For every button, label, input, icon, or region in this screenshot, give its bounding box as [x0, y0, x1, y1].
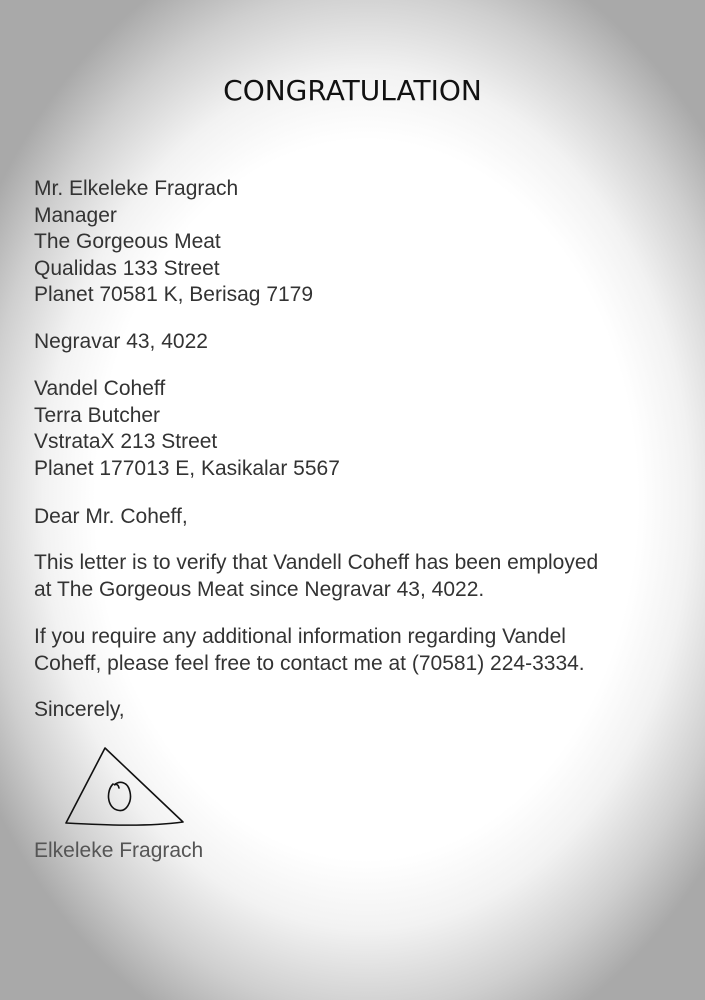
recipient-city: Planet 177013 E, Kasikalar 5567: [34, 456, 340, 480]
paragraph-line: This letter is to verify that Vandell Coheff has been employed: [34, 551, 599, 574]
paragraph-line: Coheff, please feel free to contact me at (70581) 224-3334.: [34, 651, 585, 675]
recipient-name: Vandel Coheff: [34, 377, 166, 400]
closing-text: Sincerely,: [34, 698, 125, 721]
date-text: Negravar 43, 4022: [34, 330, 208, 353]
signer-name-block: [34, 838, 203, 865]
salutation-text: Dear Mr. Coheff,: [34, 505, 188, 528]
recipient-address-block: [34, 376, 340, 482]
sender-position: Manager: [34, 203, 117, 227]
salutation: [34, 504, 188, 531]
sender-street: Qualidas 133 Street: [34, 256, 220, 280]
body-paragraph-1: [34, 550, 598, 603]
closing: [34, 697, 125, 724]
sender-address-block: [34, 176, 313, 309]
paragraph-line: If you require any additional information regarding Vandel: [34, 625, 566, 648]
body-paragraph-2: [34, 624, 585, 677]
letter-title: CONGRATULATION: [223, 74, 482, 107]
sender-company: The Gorgeous Meat: [34, 230, 221, 253]
sender-name: Mr. Elkeleke Fragrach: [34, 177, 239, 200]
letter-date: [34, 329, 208, 356]
signature-image: [64, 744, 188, 830]
signer-name: Elkeleke Fragrach: [34, 839, 204, 862]
sender-city: Planet 70581 K, Berisag 7179: [34, 283, 314, 306]
recipient-street: VstrataX 213 Street: [34, 430, 218, 453]
paragraph-line: at The Gorgeous Meat since Negravar 43, 4022.: [34, 577, 485, 601]
recipient-company: Terra Butcher: [34, 403, 161, 427]
